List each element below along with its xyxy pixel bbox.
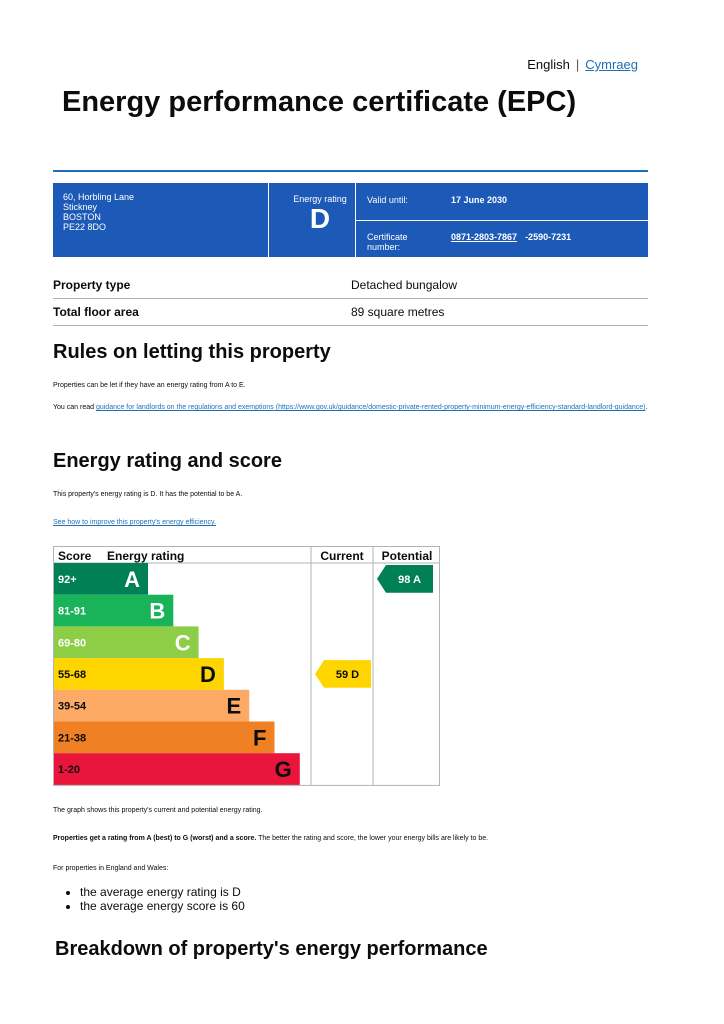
- floor-area-label: Total floor area: [53, 305, 139, 319]
- divider: [355, 220, 648, 221]
- address: [63, 192, 134, 232]
- property-type-label: Property type: [53, 278, 131, 292]
- current-rating-label: 59 D: [335, 668, 360, 681]
- improve-text: [53, 518, 648, 527]
- certificate-summary: [53, 183, 648, 257]
- english-label: English: [527, 57, 570, 72]
- graph-note: The graph shows this property's current and potential energy rating.: [53, 807, 263, 814]
- address-line: PE22 8DO: [63, 222, 107, 232]
- certificate-number-suffix: -2590-7231: [525, 232, 572, 242]
- band-score: 81-91: [58, 605, 87, 618]
- list-item: • the average energy rating is D: [80, 885, 245, 899]
- energy-rating-chart: [53, 546, 441, 786]
- rating-heading: Energy rating and score: [53, 450, 282, 472]
- averages-list: [64, 885, 245, 913]
- floor-area-row: [53, 299, 648, 326]
- rating-band-g: [54, 753, 300, 785]
- address-line: 60, Horbling Lane: [63, 192, 135, 202]
- rating-explanation-bold: Properties get a rating from A (best) to G (worst) and a score.: [53, 835, 257, 842]
- floor-area-value: 89 square metres: [351, 305, 445, 319]
- guidance-suffix: .: [645, 404, 648, 411]
- band-letter: G: [274, 757, 292, 783]
- rating-header: Energy rating: [107, 549, 185, 563]
- letting-guidance: [53, 403, 648, 412]
- current-header: Current: [320, 549, 364, 563]
- score-header: Score: [58, 549, 92, 563]
- band-letter: D: [200, 661, 216, 687]
- list-item: • the average energy score is 60: [80, 899, 245, 913]
- certificate-number-label: Certificate number:: [367, 232, 408, 252]
- band-score: 69-80: [58, 637, 87, 650]
- band-score: 92+: [58, 573, 77, 586]
- divider: [268, 183, 269, 257]
- breakdown-heading: Breakdown of property's energy performance: [55, 938, 488, 960]
- band-score: 21-38: [58, 732, 87, 745]
- band-letter: A: [124, 566, 140, 592]
- guidance-link-text: guidance for landlords on the regulations and exemptions: [95, 404, 274, 411]
- rating-band-f: [54, 722, 275, 754]
- guidance-prefix: You can read: [53, 404, 96, 411]
- band-score: 1-20: [58, 764, 81, 777]
- valid-until-label: Valid until:: [367, 195, 408, 205]
- certificate-number-link[interactable]: 0871-2803-7867: [451, 232, 518, 242]
- cymraeg-link[interactable]: Cymraeg: [585, 57, 638, 72]
- rating-explanation-rest: The better the rating and score, the lower your energy bills are likely to be.: [256, 835, 489, 842]
- language-switcher: English | Cymraeg: [527, 57, 638, 72]
- property-type-value: Detached bungalow: [351, 278, 458, 292]
- rating-text: This property's energy rating is D. It has the potential to be A.: [53, 491, 243, 498]
- rating-explanation: [53, 834, 648, 843]
- band-score: 55-68: [58, 668, 87, 681]
- regions-note: For properties in England and Wales:: [53, 865, 169, 872]
- band-letter: E: [226, 693, 242, 719]
- band-score: 39-54: [58, 700, 87, 713]
- band-letter: F: [253, 725, 267, 751]
- letting-text: Properties can be let if they have an energy rating from A to E.: [53, 382, 246, 389]
- certificate-number: [451, 232, 571, 242]
- energy-rating-letter: D: [309, 203, 331, 234]
- guidance-link[interactable]: [96, 404, 646, 411]
- band-letter: C: [174, 630, 191, 656]
- address-line: Stickney: [63, 202, 98, 212]
- property-type-row: [53, 272, 648, 299]
- potential-rating-label: 98 A: [398, 573, 421, 586]
- potential-header: Potential: [381, 549, 433, 563]
- improve-link[interactable]: See how to improve this property's energy efficiency.: [53, 519, 216, 526]
- energy-rating-label: Energy rating: [293, 194, 347, 204]
- band-letter: B: [149, 598, 166, 624]
- page-title: Energy performance certificate (EPC): [62, 86, 577, 118]
- letting-heading: Rules on letting this property: [53, 341, 331, 363]
- guidance-url: (https://www.gov.uk/guidance/domestic-private-rented-property-minimum-energy-efficiency-standard-landlord-guidance): [275, 404, 646, 411]
- valid-until-date: 17 June 2030: [451, 195, 508, 205]
- title-rule: [53, 170, 648, 172]
- address-line: BOSTON: [63, 212, 101, 222]
